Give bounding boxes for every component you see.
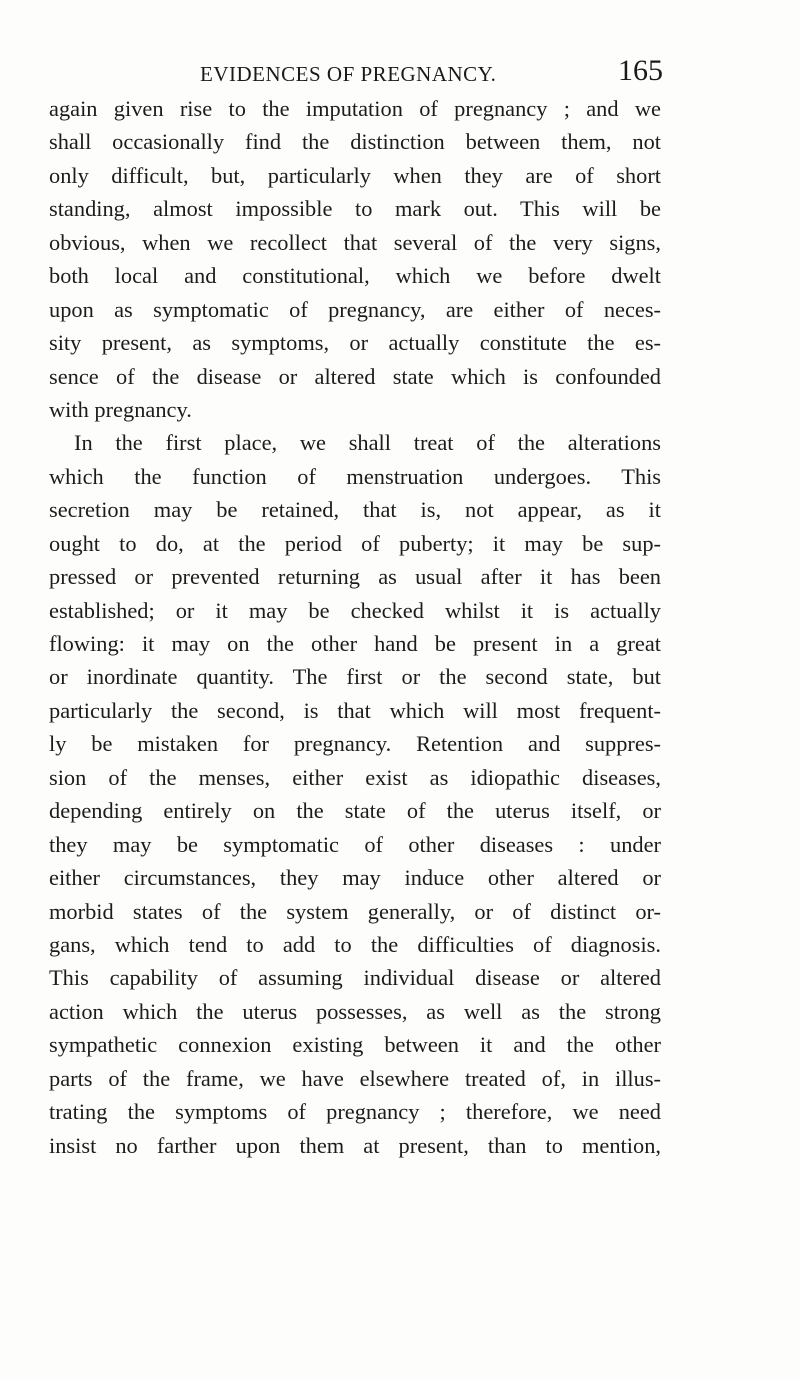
- text-line: gans, which tend to add to the difficulties of diagnosis.: [49, 931, 661, 957]
- text-line: sity present, as symptoms, or actually constitute the es-: [49, 330, 661, 356]
- text-line: This capability of assuming individual disease or altered: [49, 965, 661, 991]
- text-line: action which the uterus possesses, as well as the strong: [49, 998, 661, 1024]
- text-line: shall occasionally find the distinction between them, not: [49, 129, 661, 155]
- text-line: or inordinate quantity. The first or the second state, but: [49, 664, 661, 690]
- text-line: upon as symptomatic of pregnancy, are either of neces-: [49, 296, 661, 322]
- text-line: secretion may be retained, that is, not appear, as it: [49, 497, 661, 523]
- text-line: both local and constitutional, which we before dwelt: [49, 263, 661, 289]
- text-line: parts of the frame, we have elsewhere treated of, in illus-: [49, 1065, 661, 1091]
- text-line: pressed or prevented returning as usual after it has been: [49, 564, 661, 590]
- text-line: which the function of menstruation undergoes. This: [49, 463, 661, 489]
- page-number: 165: [618, 54, 663, 87]
- text-line: sence of the disease or altered state which is confounded: [49, 363, 661, 389]
- text-line: depending entirely on the state of the uterus itself, or: [49, 798, 661, 824]
- body-text: [49, 92, 661, 1162]
- text-line: again given rise to the imputation of pregnancy ; and we: [49, 96, 661, 121]
- text-line: they may be symptomatic of other diseases : under: [49, 831, 661, 857]
- text-line: particularly the second, is that which will most frequent-: [49, 697, 661, 723]
- text-line: trating the symptoms of pregnancy ; therefore, we need: [49, 1099, 661, 1125]
- text-line: ought to do, at the period of puberty; it may be sup-: [49, 530, 661, 556]
- text-line: established; or it may be checked whilst it is actually: [49, 597, 661, 623]
- text-line: with pregnancy.: [49, 396, 192, 422]
- text-line: morbid states of the system generally, or of distinct or-: [49, 898, 661, 924]
- text-line: obvious, when we recollect that several of the very signs,: [49, 229, 661, 255]
- text-line: standing, almost impossible to mark out. This will be: [49, 196, 661, 222]
- running-title: EVIDENCES OF PREGNANCY.: [200, 62, 497, 86]
- text-line: In the first place, we shall treat of the alterations: [74, 430, 661, 456]
- running-head: [198, 50, 678, 90]
- text-line: ly be mistaken for pregnancy. Retention and suppres-: [49, 731, 661, 757]
- text-line: insist no farther upon them at present, than to mention,: [49, 1132, 661, 1158]
- text-line: either circumstances, they may induce other altered or: [49, 865, 661, 891]
- text-line: flowing: it may on the other hand be present in a great: [49, 631, 661, 656]
- text-line: sion of the menses, either exist as idiopathic diseases,: [49, 764, 661, 790]
- text-line: sympathetic connexion existing between it and the other: [49, 1032, 661, 1058]
- text-line: only difficult, but, particularly when they are of short: [49, 162, 661, 188]
